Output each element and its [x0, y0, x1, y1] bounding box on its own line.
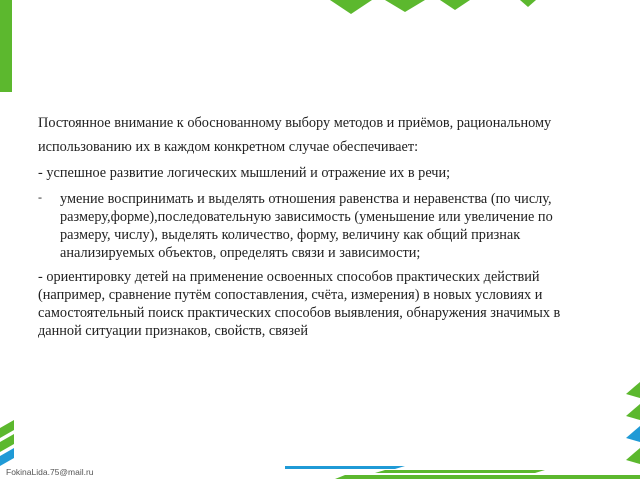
top-zigzag-decor — [0, 0, 640, 40]
slide-body-text — [38, 114, 583, 348]
item-logical-thinking: - успешное развитие логических мышлений и отражение их в речи; — [38, 165, 451, 181]
intro-line-1: Постоянное внимание к обоснованному выбору методов и приёмов, рациональному — [38, 115, 552, 131]
item-relations-block — [38, 190, 583, 262]
bottom-decor-bar — [285, 466, 640, 480]
bullet-marker: - — [38, 190, 42, 204]
intro-line-2: использованию их в каждом конкретном случае обеспечивает: — [38, 139, 419, 155]
right-decor-icon — [624, 382, 640, 472]
author-email: FokinaLida.75@mail.ru — [6, 467, 94, 477]
top-decor-band — [0, 0, 640, 92]
item-relations: умение воспринимать и выделять отношения равенства и неравенства (по числу, размеру,форме),последовательную зависимость (уменьшение или увеличение по размеру, числу), выделять количество, форму, величину как общий признак анализируемых объектов, определять связи и зависимости; — [60, 191, 553, 261]
item-practical-actions: - ориентировку детей на применение освоенных способов практических действий (например, сравнение путём сопоставления, счёта, измерения) в новых условиях и самостоятельный поиск практических способов выявления, обнаружения значимых в данной ситуации признаков, свойств, связей — [38, 269, 561, 339]
